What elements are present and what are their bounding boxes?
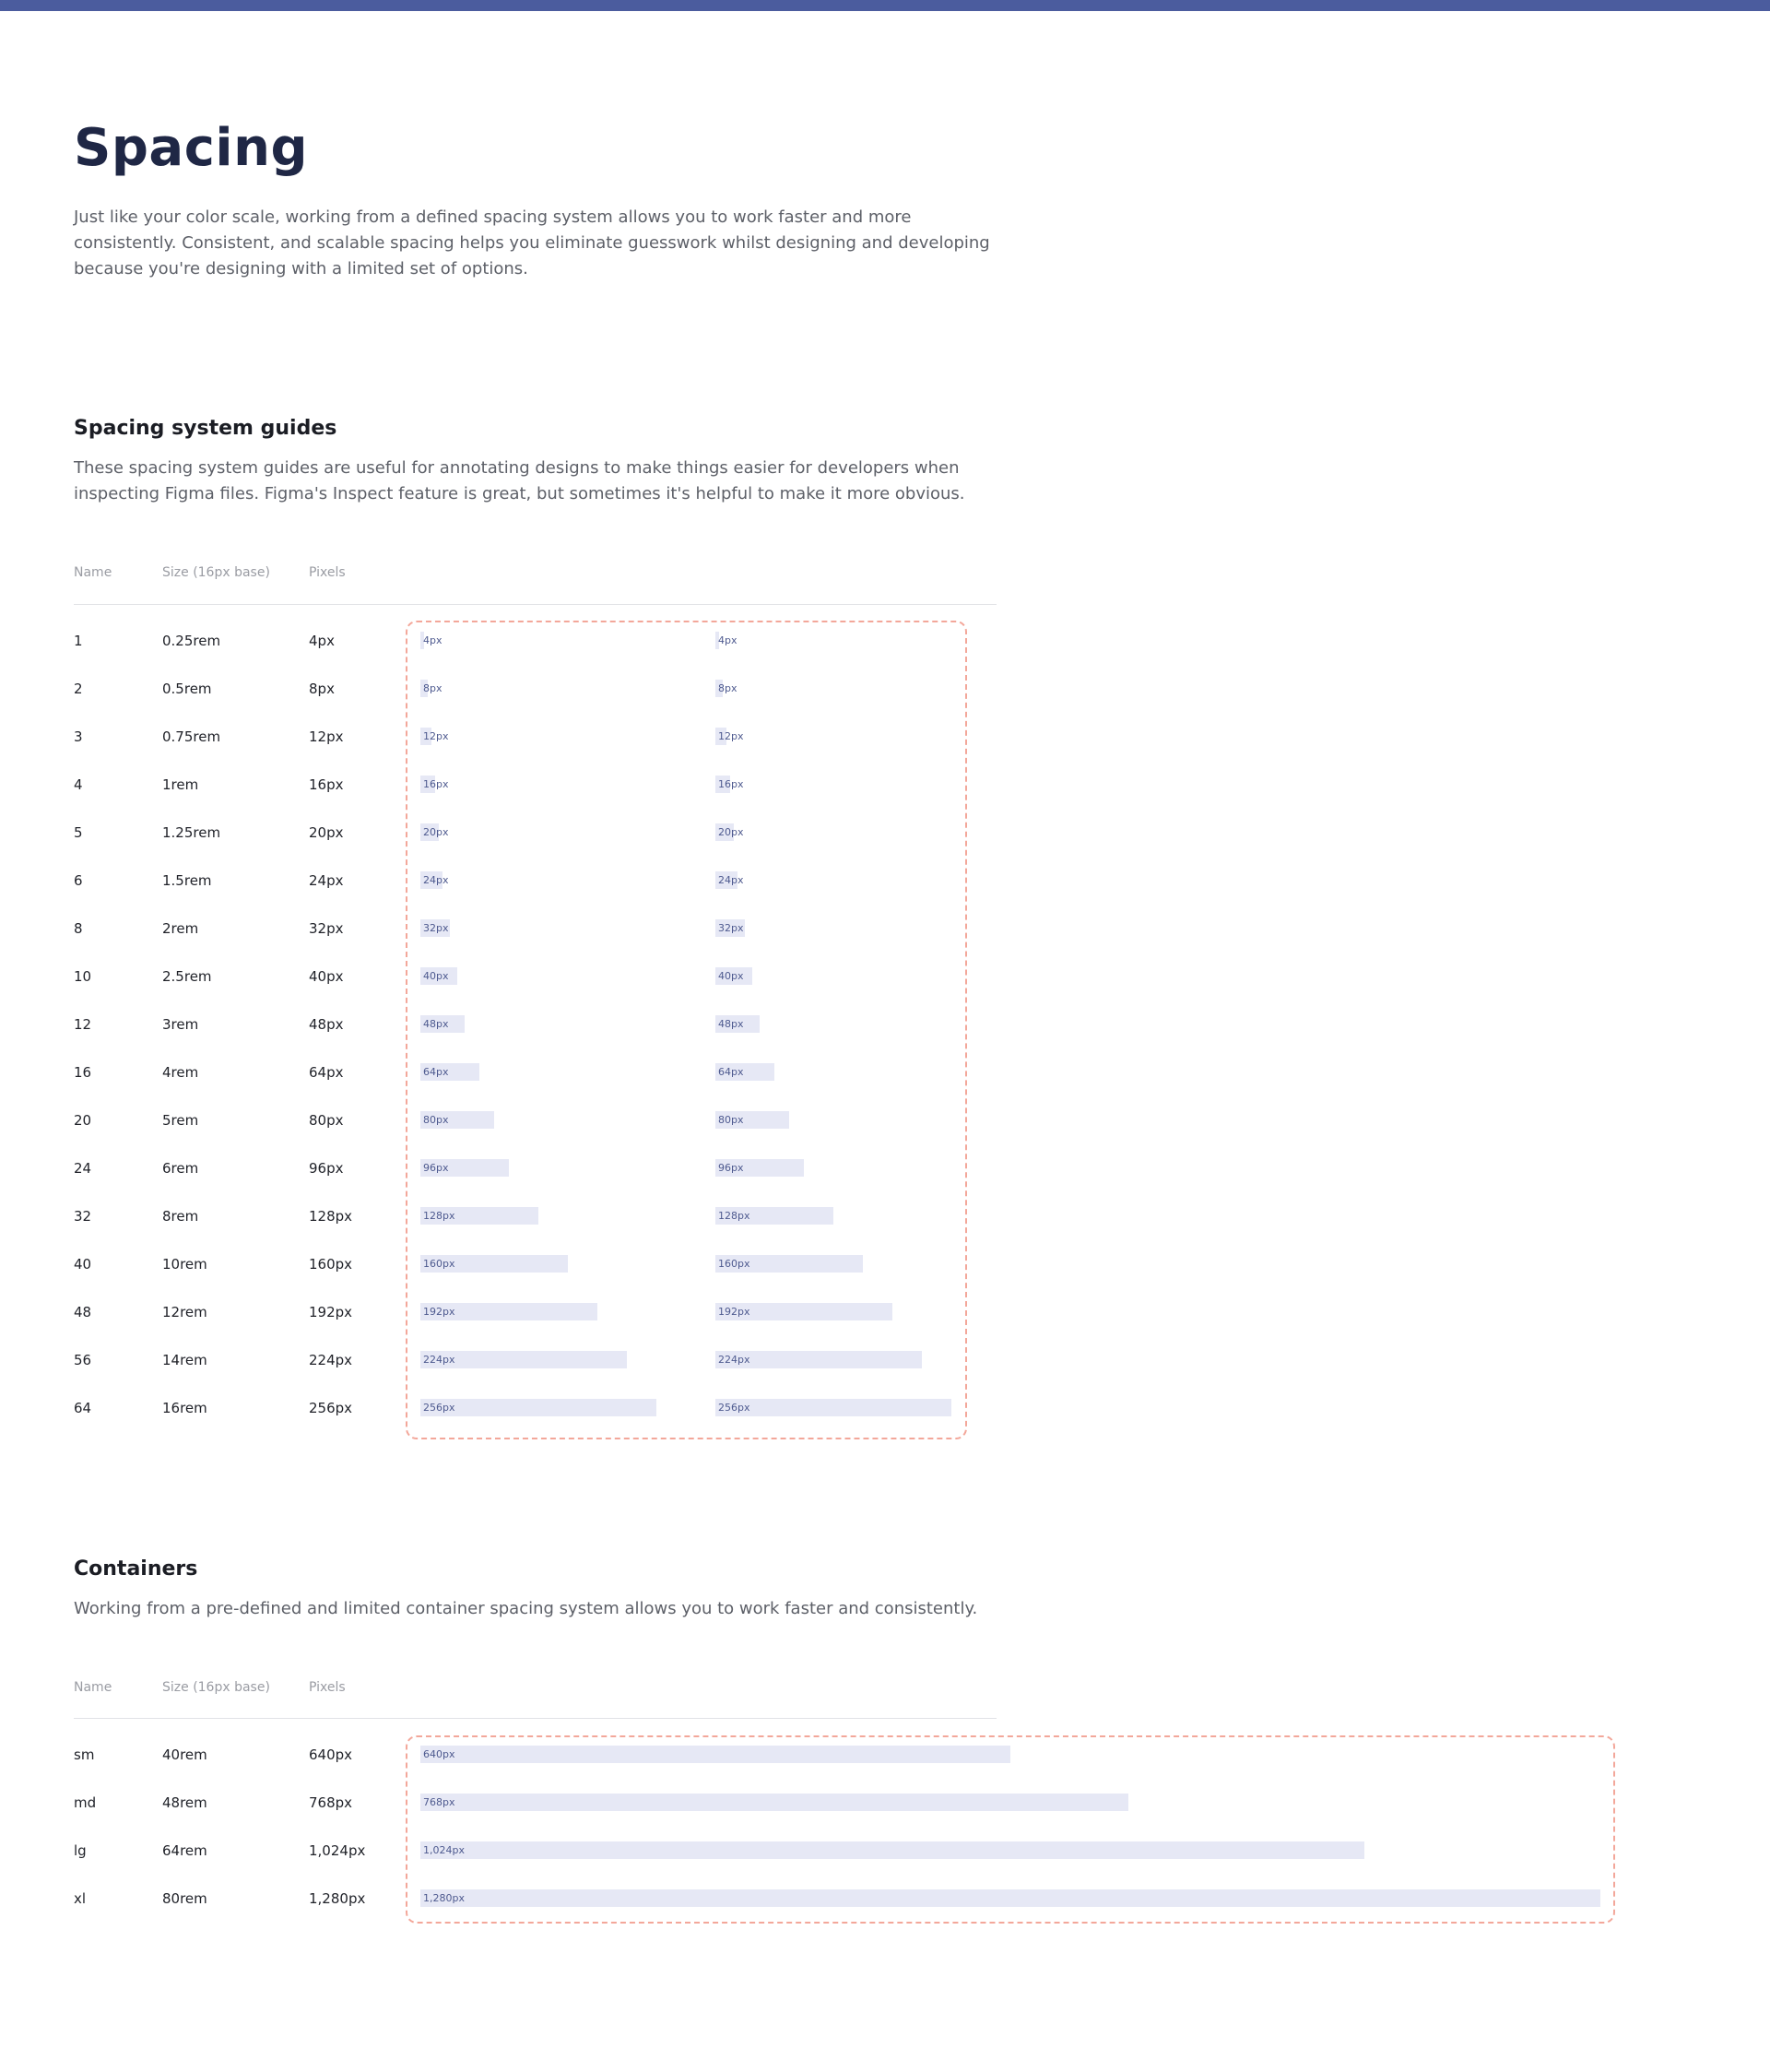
row-pixels: 640px [309, 1746, 353, 1763]
spacing-bar-right: 64px [715, 1063, 774, 1081]
row-size: 0.75rem [162, 728, 221, 745]
row-name: 48 [74, 1304, 92, 1320]
spacing-bar-right: 32px [715, 919, 745, 937]
row-name: 64 [74, 1400, 92, 1416]
containers-table-divider [74, 1718, 997, 1719]
row-size: 48rem [162, 1794, 207, 1811]
row-size: 1.25rem [162, 824, 221, 841]
spacing-bar-left: 8px [420, 680, 428, 697]
top-accent-bar [0, 0, 1770, 11]
row-size: 40rem [162, 1746, 207, 1763]
row-name: 24 [74, 1160, 92, 1177]
row-pixels: 64px [309, 1064, 344, 1081]
row-size: 1.5rem [162, 872, 212, 889]
spacing-bar-left: 256px [420, 1399, 656, 1416]
containers-section-title: Containers [74, 1557, 198, 1581]
row-size: 5rem [162, 1112, 199, 1129]
row-size: 16rem [162, 1400, 207, 1416]
spacing-bar-right: 40px [715, 967, 752, 985]
spacing-bar-right: 80px [715, 1111, 789, 1129]
page-intro: Just like your color scale, working from a defined spacing system allows you to work faster and more consistently. Consistent, and scalable spacing helps you eliminate guesswork whilst designing and developing because you're designing with a limited set of options. [74, 207, 990, 278]
spacing-bar-left: 40px [420, 967, 457, 985]
spacing-bar-right: 96px [715, 1159, 804, 1177]
spacing-bar-left: 64px [420, 1063, 479, 1081]
spacing-bar-left: 192px [420, 1303, 597, 1320]
spacing-bar-right: 8px [715, 680, 723, 697]
spacing-bar-left: 12px [420, 728, 431, 745]
row-name: 56 [74, 1352, 92, 1368]
row-name: 8 [74, 920, 83, 937]
header-size: Size (16px base) [162, 1680, 270, 1695]
row-name: 6 [74, 872, 83, 889]
spacing-bar-left: 20px [420, 823, 439, 841]
spacing-bar-left: 24px [420, 871, 442, 889]
containers-section-description: Working from a pre-defined and limited container spacing system allows you to work faster and consistently. [74, 1599, 978, 1618]
row-name: 5 [74, 824, 83, 841]
row-size: 4rem [162, 1064, 199, 1081]
container-bar: 1,024px [420, 1841, 1364, 1859]
spacing-table-divider [74, 604, 997, 605]
row-name: 1 [74, 633, 83, 649]
row-name: 3 [74, 728, 83, 745]
row-name: 40 [74, 1256, 92, 1273]
row-name: 32 [74, 1208, 92, 1225]
container-bar: 768px [420, 1794, 1128, 1811]
spacing-bar-left: 160px [420, 1255, 568, 1273]
row-size: 0.25rem [162, 633, 221, 649]
spacing-bar-left: 48px [420, 1015, 465, 1033]
row-size: 1rem [162, 776, 199, 793]
row-size: 2.5rem [162, 968, 212, 985]
row-size: 14rem [162, 1352, 207, 1368]
row-size: 80rem [162, 1890, 207, 1907]
row-size: 6rem [162, 1160, 199, 1177]
row-pixels: 20px [309, 824, 344, 841]
row-size: 10rem [162, 1256, 207, 1273]
row-pixels: 8px [309, 681, 335, 697]
row-pixels: 1,024px [309, 1842, 366, 1859]
header-pixels: Pixels [309, 565, 346, 580]
row-pixels: 16px [309, 776, 344, 793]
spacing-bar-right: 48px [715, 1015, 760, 1033]
spacing-bar-left: 96px [420, 1159, 509, 1177]
row-pixels: 80px [309, 1112, 344, 1129]
spacing-section-title: Spacing system guides [74, 417, 337, 440]
spacing-bar-right: 20px [715, 823, 734, 841]
row-name: 20 [74, 1112, 92, 1129]
row-name: md [74, 1794, 97, 1811]
row-size: 0.5rem [162, 681, 212, 697]
spacing-bar-right: 12px [715, 728, 726, 745]
row-name: 4 [74, 776, 83, 793]
page-title: Spacing [74, 118, 309, 178]
spacing-bar-left: 4px [420, 632, 424, 649]
row-pixels: 1,280px [309, 1890, 366, 1907]
row-pixels: 40px [309, 968, 344, 985]
row-pixels: 256px [309, 1400, 353, 1416]
spacing-bar-left: 32px [420, 919, 450, 937]
row-pixels: 4px [309, 633, 335, 649]
row-name: xl [74, 1890, 87, 1907]
row-pixels: 768px [309, 1794, 353, 1811]
row-pixels: 96px [309, 1160, 344, 1177]
row-size: 2rem [162, 920, 199, 937]
row-pixels: 192px [309, 1304, 353, 1320]
spacing-bar-right: 128px [715, 1207, 833, 1225]
row-pixels: 224px [309, 1352, 353, 1368]
row-name: 10 [74, 968, 92, 985]
row-size: 64rem [162, 1842, 207, 1859]
spacing-bar-right: 224px [715, 1351, 922, 1368]
container-bar: 1,280px [420, 1889, 1600, 1907]
header-size: Size (16px base) [162, 565, 270, 580]
row-pixels: 32px [309, 920, 344, 937]
row-name: lg [74, 1842, 87, 1859]
row-pixels: 24px [309, 872, 344, 889]
spacing-section-description: These spacing system guides are useful for annotating designs to make things easier for developers when inspecting Figma files. Figma's Inspect feature is great, but sometimes it's helpful to make it more obvious. [74, 458, 965, 503]
container-bar: 640px [420, 1746, 1010, 1763]
row-pixels: 12px [309, 728, 344, 745]
row-name: 2 [74, 681, 83, 697]
spacing-bar-left: 224px [420, 1351, 627, 1368]
row-pixels: 48px [309, 1016, 344, 1033]
header-name: Name [74, 565, 112, 580]
spacing-bar-right: 160px [715, 1255, 863, 1273]
row-name: sm [74, 1746, 95, 1763]
spacing-bar-right: 192px [715, 1303, 892, 1320]
spacing-bar-right: 256px [715, 1399, 951, 1416]
spacing-bar-right: 16px [715, 776, 730, 793]
row-size: 8rem [162, 1208, 199, 1225]
row-size: 12rem [162, 1304, 207, 1320]
spacing-bar-right: 24px [715, 871, 738, 889]
row-pixels: 160px [309, 1256, 353, 1273]
spacing-bar-left: 80px [420, 1111, 494, 1129]
row-size: 3rem [162, 1016, 199, 1033]
header-name: Name [74, 1680, 112, 1695]
header-pixels: Pixels [309, 1680, 346, 1695]
spacing-bar-right: 4px [715, 632, 719, 649]
row-name: 12 [74, 1016, 92, 1033]
spacing-bar-left: 128px [420, 1207, 538, 1225]
row-pixels: 128px [309, 1208, 353, 1225]
spacing-bar-left: 16px [420, 776, 435, 793]
row-name: 16 [74, 1064, 92, 1081]
